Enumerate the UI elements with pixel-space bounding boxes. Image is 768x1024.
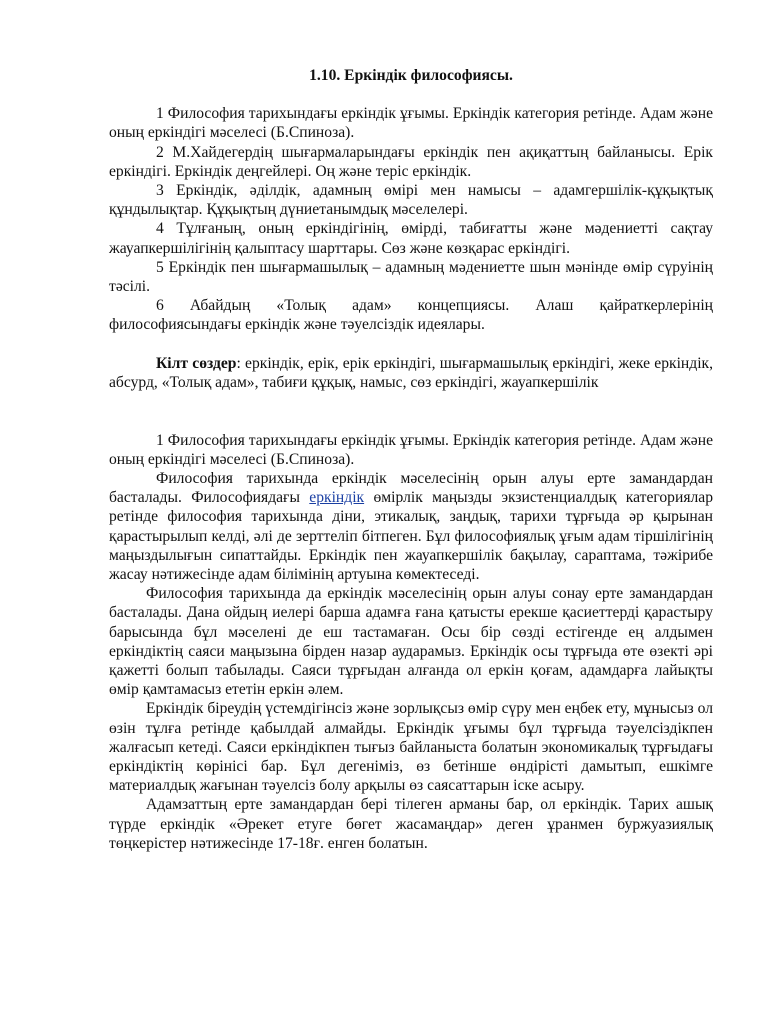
body-paragraph-3: Еркіндік біреудің үстемдігінсіз және зорлықсыз өмір сүру мен еңбек ету, мұнысыз ол өзін тұлға ретінде қабылдай алмайды. Еркіндік ұғымы бұл тұрғыда тәуелсіздікпен жалғасып кетеді. Саяси еркіндікпен тығыз байланыста болатын экономикалық тұрғыдағы еркіндіктің көрінісі бар. Бұл дегеніміз, өз бетінше өндірісті дамытып, ешкімге материалдық жағынан тәуелсіз болу арқылы өз саясаттарын іске асыру. [109, 700, 713, 795]
topic-item: 3 Еркіндік, әділдік, адамның өмірі мен намысы – адамгершілік-құқықтық құндылықтар. Құқықтың дүниетанымдық мәселелері. [109, 182, 713, 219]
topic-item: 5 Еркіндік пен шығармашылық – адамның мәдениетте шын мәнінде өмір сүруінің тәсілі. [109, 258, 713, 296]
body-paragraph-1 [109, 469, 713, 584]
paragraph-text: Философия тарихында еркіндік мәселесінің орын алуы ерте замандардан басталады. Философиядағы [109, 470, 713, 507]
topic-item: 1 Философия тарихындағы еркіндік ұғымы. Еркіндік категория ретінде. Адам және оның еркіндігі мәселесі (Б.Спиноза). [109, 105, 713, 142]
topic-item: 4 Тұлғаның, оның еркіндігінің, өмірді, табиғатты және мәдениетті сақтау жауапкершілігінің қалыптасу шарттары. Сөз және көзқарас еркіндігі. [109, 220, 713, 257]
body-paragraph-2: Философия тарихында да еркіндік мәселесінің орын алуы сонау ерте замандардан басталады. Дана ойдың иелері барша адамға ғана қатысты ерекше қасиеттерді қарастыру барысында бұл мәселені де еш тастамаған. Осы бір сөзді естігенде ең алдымен еркіндіктің саяси маңызына бірден назар аударамыз. Еркіндік осы тұрғыда өте өзекті әрі қажетті болып табылады. Саяси тұрғыдан алғанда ол еркін қоғам, адамдарға лайықты өмір қамтамасыз ететін еркін әлем. [109, 585, 713, 699]
keywords-text: : еркіндік, ерік, ерік еркіндігі, шығармашылық еркіндігі, жеке еркіндік, абсурд, «Толық адам», табиғи құқық, намыс, сөз еркіндігі, жауапкершілік [109, 354, 713, 392]
topic-item: 6 Абайдың «Толық адам» концепциясы. Алаш қайраткерлерінің философиясындағы еркіндік және тәуелсіздік идеялары. [109, 297, 713, 334]
body-paragraph-4: Адамзаттың ерте замандардан бері тілеген арманы бар, ол еркіндік. Тарих ашық түрде еркіндік «Әрекет етуге бөгет жасамаңдар» деген ұранмен буржуазиялық төңкерістер нәтижесінде 17-18ғ. енген болатын. [109, 796, 713, 852]
topic-list [109, 104, 713, 334]
keywords-paragraph [109, 354, 713, 392]
section-heading: 1 Философия тарихындағы еркіндік ұғымы. Еркіндік категория ретінде. Адам және оның еркіндігі мәселесі (Б.Спиноза). [109, 431, 713, 468]
spacer [109, 411, 713, 430]
spacer [109, 335, 713, 354]
spacer [109, 392, 713, 411]
paragraph-text: өмірлік маңызды экзистенциалдық категориялар ретінде философия тарихында діни, этикалық, заңдық, тарихи тұрғыда әр қырынан қарастырылып келді, әлі де зерттеліп бітпеген. Бұл философиялық ұғым адам тіршілігінің маңыздылығын сипаттайды. Еркіндік пен жауапкершілік бақылау, сараптама, тәжірибе жасау нәтижесінде адам білімінің артуына көмектеседі. [109, 489, 713, 584]
topic-item: 2 М.Хайдегердің шығармаларындағы еркіндік пен ақиқаттың байланысы. Ерік еркіндігі. Еркіндік деңгейлері. Оң және теріс еркіндік. [109, 143, 713, 180]
keywords-label: Кілт сөздер [156, 354, 237, 372]
freedom-link[interactable]: еркіндік [309, 489, 365, 507]
document-page [109, 66, 713, 853]
page-title: 1.10. Еркіндік философиясы. [309, 67, 513, 84]
